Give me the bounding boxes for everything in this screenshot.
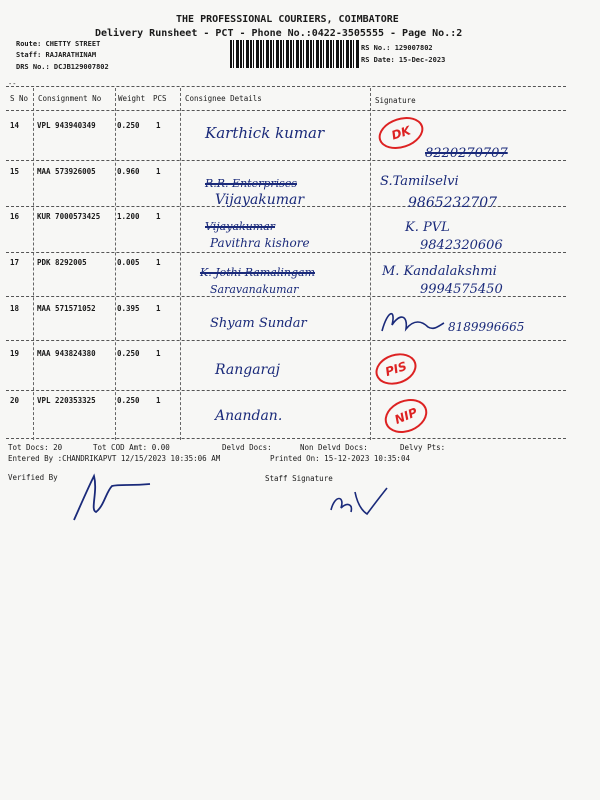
rs-number: RS No.: 129007802 [361,44,433,52]
col-divider [115,88,116,440]
col-divider [180,88,181,440]
handwritten-signature: K. PVL [405,220,450,235]
non-delivered-docs: Non Delvd Docs: [300,443,368,452]
handwritten-signature: M. Kandalakshmi [382,264,497,279]
row-pcs: 1 [156,212,161,221]
company-title: THE PROFESSIONAL COURIERS, COIMBATORE [176,14,399,25]
row-consignment: MAA 573926005 [37,167,96,176]
row-weight: 0.395 [117,304,140,313]
handwritten-consignee: Shyam Sundar [210,316,307,331]
handwritten-struck-name: R.R. Enterprises [205,177,297,190]
printed-on: Printed On: 15-12-2023 10:35:04 [270,454,410,463]
drs-number: DRS No.: DCJB129007802 [16,63,109,71]
handwritten-consignee: Saravanakumar [210,283,299,296]
handwritten-struck-name: K. Jothi Ramalingam [200,266,315,279]
row-weight: 0.250 [117,121,140,130]
col-divider [33,88,34,440]
handwritten-phone: 8220270707 [425,146,508,161]
row-pcs: 1 [156,349,161,358]
header-bottom-rule [6,110,566,111]
row-sno: 18 [10,304,20,313]
row-consignment: VPL 220353325 [37,396,96,405]
row-consignment: MAA 571571052 [37,304,96,313]
table-top-rule [6,86,566,87]
handwritten-phone: 8189996665 [448,320,525,334]
verifier-signature [70,462,160,524]
handwritten-consignee: Rangaraj [215,362,280,378]
row-sno: 17 [10,258,20,267]
route-label: Route: CHETTY STREET [16,40,101,48]
handwritten-signature: S.Tamilselvi [380,174,459,189]
status-stamp: NIP [380,393,433,439]
staff-signature-label: Staff Signature [265,474,333,483]
signature-scribble [378,305,448,340]
row-pcs: 1 [156,121,161,130]
handwritten-phone: 9994575450 [420,282,503,297]
row-sno: 19 [10,349,20,358]
separator-dashes: -- [8,80,17,88]
barcode [230,40,360,68]
row-consignment: KUR 7000573425 [37,212,101,221]
col-header-signature: Signature [375,96,416,105]
table-bottom-rule [6,438,566,439]
row-sno: 20 [10,396,20,405]
row-rule [6,390,566,391]
row-rule [6,340,566,341]
rs-date: RS Date: 15-Dec-2023 [361,56,446,64]
row-weight: 0.960 [117,167,140,176]
staff-signature [325,484,395,526]
row-sno: 16 [10,212,20,221]
row-consignment: PDK 8292005 [37,258,87,267]
handwritten-struck-name: Vijayakumar [205,220,276,233]
row-pcs: 1 [156,396,161,405]
handwritten-consignee: Anandan. [215,408,283,424]
col-header-consignment: Consignment No [38,94,102,103]
col-header-sno: S No [10,94,29,103]
col-header-consignee: Consignee Details [185,94,262,103]
verified-by-label: Verified By [8,473,58,482]
status-stamp: DK [374,112,427,155]
col-divider [370,88,371,440]
handwritten-consignee: Vijayakumar [215,192,305,208]
total-docs: Tot Docs: 20 [8,443,63,452]
entered-by: Entered By :CHANDRIKAPVT 12/15/2023 10:35:06 AM [8,454,221,463]
handwritten-consignee: Karthick kumar [205,124,325,142]
row-weight: 0.005 [117,258,140,267]
row-pcs: 1 [156,304,161,313]
row-weight: 0.250 [117,349,140,358]
staff-label: Staff: RAJARATHINAM [16,51,97,59]
delivered-docs: Delvd Docs: [222,443,272,452]
row-consignment: MAA 943824380 [37,349,96,358]
runsheet-subtitle: Delivery Runsheet - PCT - Phone No.:0422-3505555 - Page No.:2 [95,28,463,39]
total-cod-amount: Tot COD Amt: 0.00 [93,443,170,452]
delivery-points: Delvy Pts: [400,443,446,452]
status-stamp: PIS [371,348,420,390]
handwritten-phone: 9865232707 [408,195,498,211]
row-pcs: 1 [156,167,161,176]
col-header-pcs: PCS [153,94,167,103]
handwritten-phone: 9842320606 [420,238,503,253]
row-consignment: VPL 943940349 [37,121,96,130]
row-sno: 15 [10,167,20,176]
col-header-weight: Weight [118,94,146,103]
row-sno: 14 [10,121,20,130]
row-weight: 1.200 [117,212,140,221]
row-pcs: 1 [156,258,161,267]
row-weight: 0.250 [117,396,140,405]
handwritten-consignee: Pavithra kishore [210,236,310,250]
